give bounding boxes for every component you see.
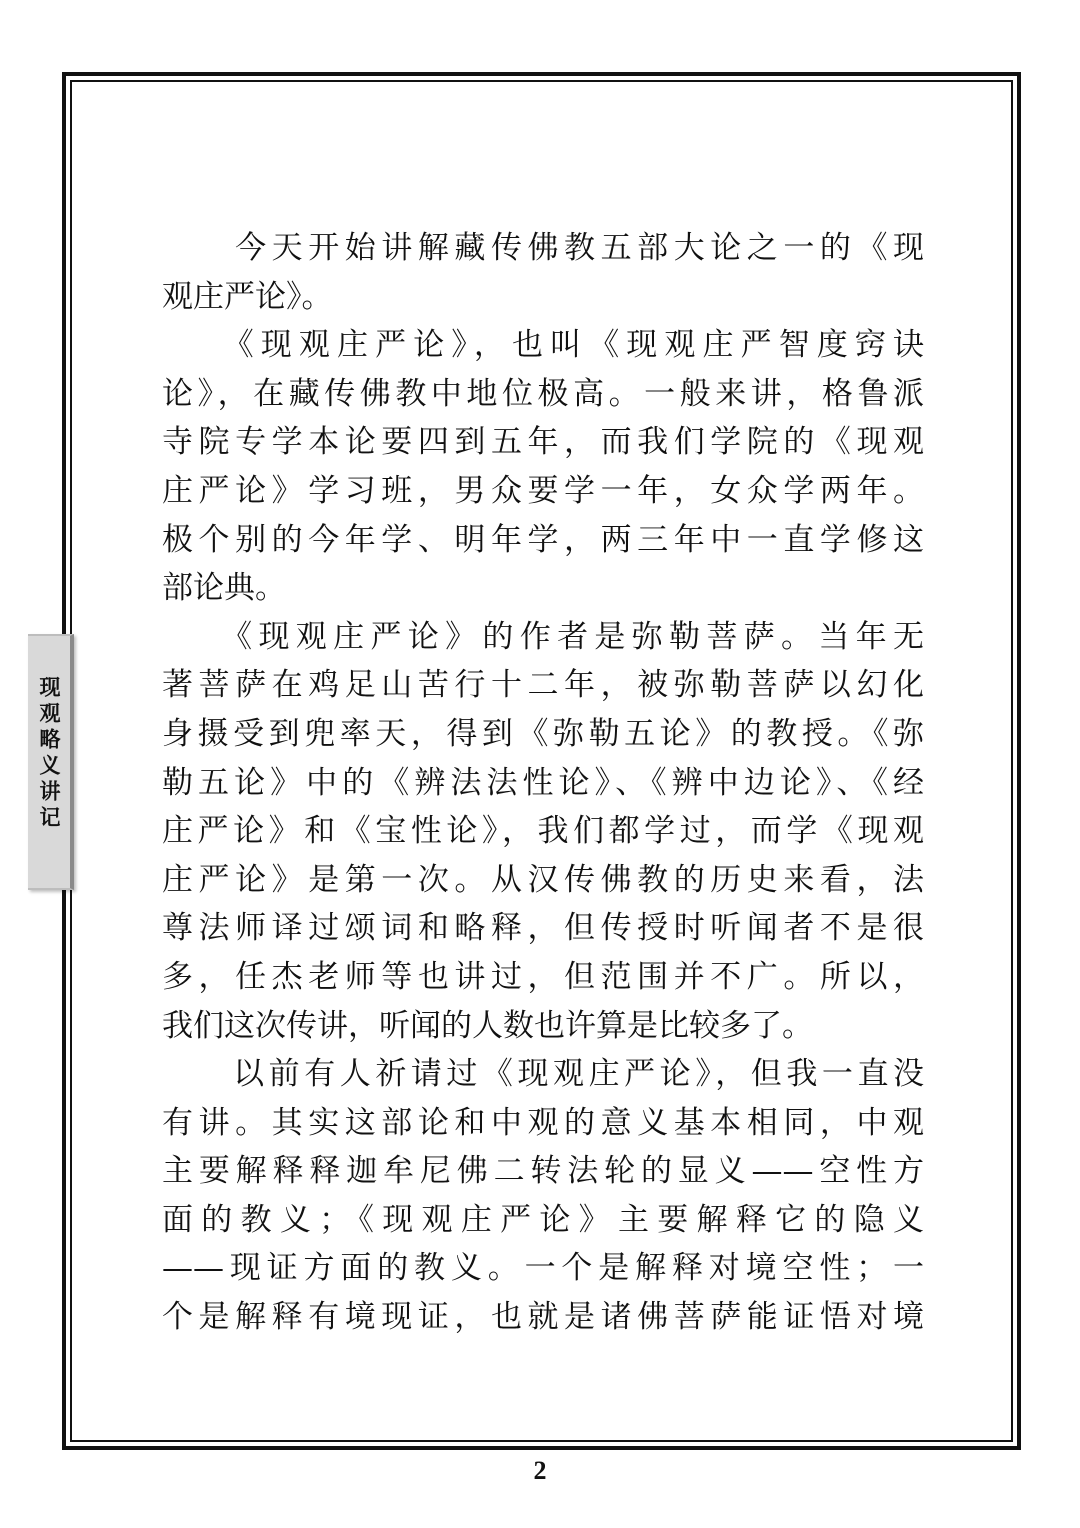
text-line: 《现观庄严论》，也叫《现观庄严智度窍诀 bbox=[162, 327, 924, 364]
text-line: 身摄受到兜率天，得到《弥勒五论》的教授。《弥 bbox=[162, 715, 924, 752]
text-line: 以前有人祈请过《现观庄严论》，但我一直没 bbox=[162, 1056, 924, 1093]
text-line: 著菩萨在鸡足山苦行十二年，被弥勒菩萨以幻化 bbox=[162, 667, 924, 704]
text-line: 个是解释有境现证，也就是诸佛菩萨能证悟对境 bbox=[162, 1299, 924, 1336]
text-line: 主要解释释迦牟尼佛二转法轮的显义——空性方 bbox=[162, 1153, 924, 1190]
text-line: 极个别的今年学、明年学，两三年中一直学修这 bbox=[162, 521, 924, 558]
text-line: 部论典。 bbox=[162, 570, 286, 607]
text-line: 勒五论》中的《辨法法性论》、《辨中边论》、《经 bbox=[162, 764, 924, 801]
page-number: 2 bbox=[533, 1456, 547, 1485]
text-line: 我们这次传讲，听闻的人数也许算是比较多了。 bbox=[162, 1007, 813, 1044]
text-line: 有讲。其实这部论和中观的意义基本相同，中观 bbox=[162, 1104, 924, 1141]
text-line: 今天开始讲解藏传佛教五部大论之一的《现 bbox=[162, 230, 924, 266]
text-line: 《现观庄严论》的作者是弥勒菩萨。当年无 bbox=[162, 618, 924, 655]
side-tab bbox=[28, 634, 74, 890]
text-line: 面的教义；《现观庄严论》主要解释它的隐义 bbox=[162, 1201, 924, 1238]
text-line: 庄严论》是第一次。从汉传佛教的历史来看，法 bbox=[162, 861, 924, 898]
text-line: 尊法师译过颂词和略释，但传授时听闻者不是很 bbox=[162, 910, 924, 947]
text-line: 寺院专学本论要四到五年，而我们学院的《现观 bbox=[162, 424, 924, 461]
text-line: 观庄严论》。 bbox=[162, 278, 333, 315]
text-line: 庄严论》和《宝性论》，我们都学过，而学《现观 bbox=[162, 813, 924, 850]
side-tab-title: 现观略义讲记 bbox=[37, 676, 62, 832]
text-line: 庄严论》学习班，男众要学一年，女众学两年。 bbox=[162, 472, 924, 509]
text-line: ——现证方面的教义。一个是解释对境空性；一 bbox=[162, 1250, 924, 1287]
text-line: 多，任杰老师等也讲过，但范围并不广。所以， bbox=[162, 958, 924, 995]
body-text bbox=[162, 224, 924, 1342]
text-line: 论》，在藏传佛教中地位极高。一般来讲，格鲁派 bbox=[162, 375, 924, 412]
